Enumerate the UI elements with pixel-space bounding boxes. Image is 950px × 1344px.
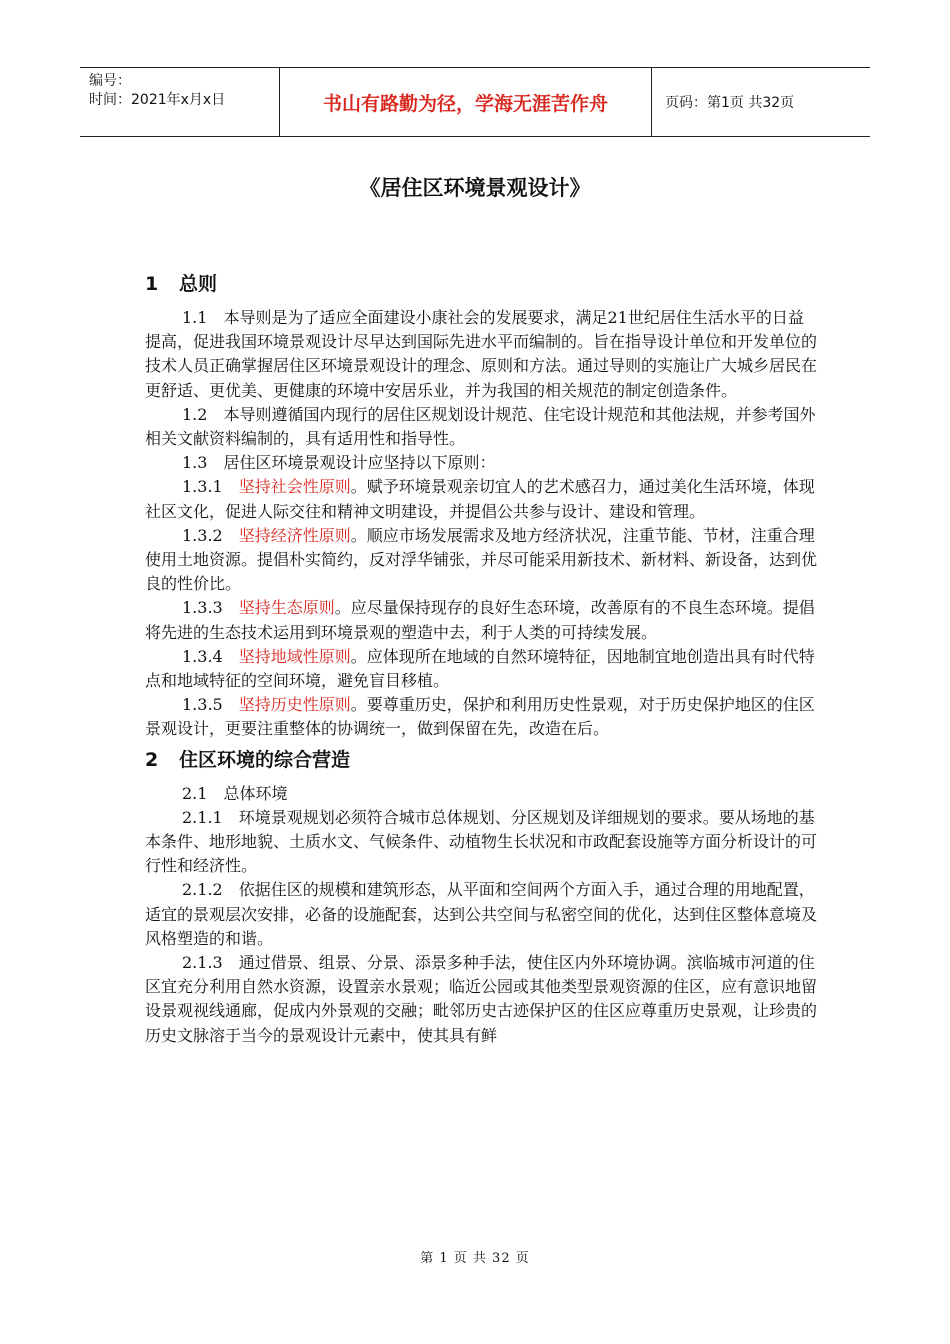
paragraph-1-1: [145, 306, 817, 403]
clause-number: 1.3.1: [182, 477, 223, 497]
paragraph-2-1-2: [145, 878, 817, 951]
clause-number: 1.3.5: [182, 695, 223, 715]
paragraph-text: 居住区环境景观设计应坚持以下原则：: [223, 453, 496, 473]
header-motto: 书山有路勤为径，学海无涯苦作舟: [280, 68, 652, 136]
document-body: [145, 268, 817, 1048]
code-label: 编号：: [89, 73, 131, 89]
paragraph-1-3-2: [145, 524, 817, 597]
paragraph-text: 本导则是为了适应全面建设小康社会的发展要求，满足21世纪居住生活水平的日益提高，促进我国环境景观设计尽早达到国际先进水平而编制的。旨在指导设计单位和开发单位的技术人员正确掌握居住区环境景观设计的理念、原则和方法。通过导则的实施让广大城乡居民在更舒适、更优美、更健康的环境中安居乐业，并为我国的相关规范的制定创造条件。: [145, 308, 818, 400]
clause-number: 2.1.2: [182, 880, 223, 900]
clause-number: 1.2: [182, 404, 208, 424]
paragraph-text: 。应尽量保持现存的良好生态环境，改善原有的不良生态环境。提倡将先进的生态技术运用到环境景观的塑造中去，利于人类的可持续发展。: [145, 598, 815, 642]
paragraph-text: 。顺应市场发展需求及地方经济状况，注重节能、节材，注重合理使用土地资源。提倡朴实简约，反对浮华铺张，并尽可能采用新技术、新材料、新设备，达到优良的性价比。: [145, 525, 818, 594]
header-meta: [80, 68, 280, 136]
header-page-info: 页码：第1页 共32页: [665, 95, 795, 111]
clause-number: 1.3.2: [182, 525, 223, 545]
section-title: 总则: [179, 273, 218, 295]
section-heading-2: [145, 744, 817, 782]
paragraph-1-3: [145, 451, 817, 475]
paragraph-text: 。要尊重历史，保护和利用历史性景观，对于历史保护地区的住区景观设计，更要注重整体的协调统一，做到保留在先，改造在后。: [145, 695, 815, 739]
paragraph-text: 环境景观规划必须符合城市总体规划、分区规划及详细规划的要求。要从场地的基本条件、地形地貌、土质水文、气候条件、动植物生长状况和市政配套设施等方面分析设计的可行性和经济性。: [145, 807, 818, 876]
section-number: 1: [145, 273, 159, 295]
paragraph-2-1: [145, 782, 817, 806]
paragraph-text: 通过借景、组景、分景、添景多种手法，使住区内外环境协调。滨临城市河道的住区宜充分利用自然水资源，设置亲水景观；临近公园或其他类型景观资源的住区，应有意识地留设景观视线通廊，促成内外景观的交融；毗邻历史古迹保护区的住区应尊重历史景观，让珍贵的历史文脉溶于当今的景观设计元素中，使其具有鲜: [145, 953, 818, 1045]
time-label: 时间：2021年x月x日: [89, 92, 226, 108]
clause-number: 1.3.4: [182, 646, 223, 666]
paragraph-text: 本导则遵循国内现行的居住区规划设计规范、住宅设计规范和其他法规，并参考国外相关文献资料编制的，具有适用性和指导性。: [145, 404, 816, 449]
paragraph-text: 依据住区的规模和建筑形态，从平面和空间两个方面入手，通过合理的用地配置，适宜的景观层次安排，必备的设施配套，达到公共空间与私密空间的优化，达到住区整体意境及风格塑造的和谐。: [145, 880, 818, 948]
clause-number: 2.1: [182, 783, 208, 803]
principle-highlight: 坚持社会性原则: [238, 477, 351, 497]
section-title: 住区环境的综合营造: [179, 748, 351, 771]
clause-number: 1.3: [182, 453, 208, 473]
paragraph-text: 。应体现所在地域的自然环境特征，因地制宜地创造出具有时代特点和地域特征的空间环境，避免盲目移植。: [145, 646, 815, 691]
page-header: [80, 67, 870, 137]
clause-number: 2.1.3: [182, 953, 223, 973]
principle-highlight: 坚持历史性原则: [238, 695, 351, 715]
paragraph-1-3-5: [145, 693, 817, 741]
section-heading-1: [145, 268, 817, 306]
principle-highlight: 坚持生态原则: [238, 598, 335, 618]
section-number: 2: [145, 748, 159, 771]
paragraph-1-2: [145, 403, 817, 451]
paragraph-1-3-4: [145, 645, 817, 693]
page-footer: 第 1 页 共 32 页: [420, 1251, 530, 1266]
paragraph-text: 。赋予环境景观亲切宜人的艺术感召力，通过美化生活环境，体现社区文化，促进人际交往和精神文明建设，并提倡公共参与设计、建设和管理。: [145, 477, 815, 521]
document-title: 《居住区环境景观设计》: [359, 176, 591, 200]
paragraph-text: 总体环境: [223, 783, 288, 803]
principle-highlight: 坚持地域性原则: [238, 646, 351, 666]
paragraph-1-3-1: [145, 475, 817, 523]
paragraph-1-3-3: [145, 596, 817, 644]
paragraph-2-1-3: [145, 951, 817, 1048]
clause-number: 1.1: [182, 308, 208, 327]
paragraph-2-1-1: [145, 806, 817, 879]
principle-highlight: 坚持经济性原则: [238, 525, 351, 545]
clause-number: 1.3.3: [182, 598, 223, 618]
clause-number: 2.1.1: [182, 807, 223, 827]
